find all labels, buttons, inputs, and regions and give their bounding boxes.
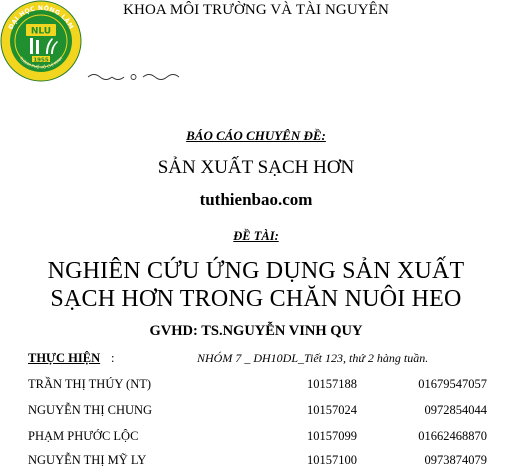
member-student-id: 10157188 (307, 377, 357, 391)
report-subject: SẢN XUẤT SẠCH HƠN (157, 157, 355, 178)
member-phone: 01679547057 (418, 377, 487, 391)
title-line-2: SẠCH HƠN TRONG CHĂN NUÔI HEO (50, 286, 462, 312)
group-info: NHÓM 7 _ DH10DL_Tiết 123, thứ 2 hàng tuần. (197, 351, 429, 365)
member-student-id: 10157099 (307, 429, 357, 443)
member-student-id: 10157024 (307, 403, 357, 417)
decorative-divider (86, 72, 181, 82)
logo-abbreviation: NLU (30, 26, 52, 37)
member-name: NGUYỄN THỊ MỸ LY (28, 453, 147, 467)
advisor-line: GVHD: TS.NGUYỄN VINH QUY (149, 323, 363, 339)
website-watermark: tuthienbao.com (199, 190, 313, 209)
faculty-heading: KHOA MÔI TRƯỜNG VÀ TÀI NGUYÊN (123, 2, 389, 18)
logo-city-text: THÀNH PHỐ HỒ CHÍ MINH (18, 55, 64, 70)
performers-colon: : (111, 351, 115, 365)
member-phone: 0973874079 (424, 453, 487, 467)
logo-university-text: ĐẠI HỌC NÔNG LÂM (7, 4, 75, 31)
title-line-1: NGHIÊN CỨU ỨNG DỤNG SẢN XUẤT (47, 258, 465, 284)
member-phone: 01662468870 (418, 429, 487, 443)
member-name: NGUYỄN THỊ CHUNG (28, 403, 153, 417)
report-type-label: BÁO CÁO CHUYÊN ĐỀ: (186, 128, 326, 143)
member-name: PHẠM PHƯỚC LỘC (28, 429, 139, 443)
member-student-id: 10157100 (307, 453, 357, 467)
member-name: TRẦN THỊ THÚY (NT) (28, 377, 152, 391)
member-phone: 0972854044 (424, 403, 487, 417)
topic-label: ĐỀ TÀI: (233, 229, 279, 243)
logo-year: 1955 (33, 57, 49, 64)
performers-label: THỰC HIỆN (28, 351, 101, 365)
